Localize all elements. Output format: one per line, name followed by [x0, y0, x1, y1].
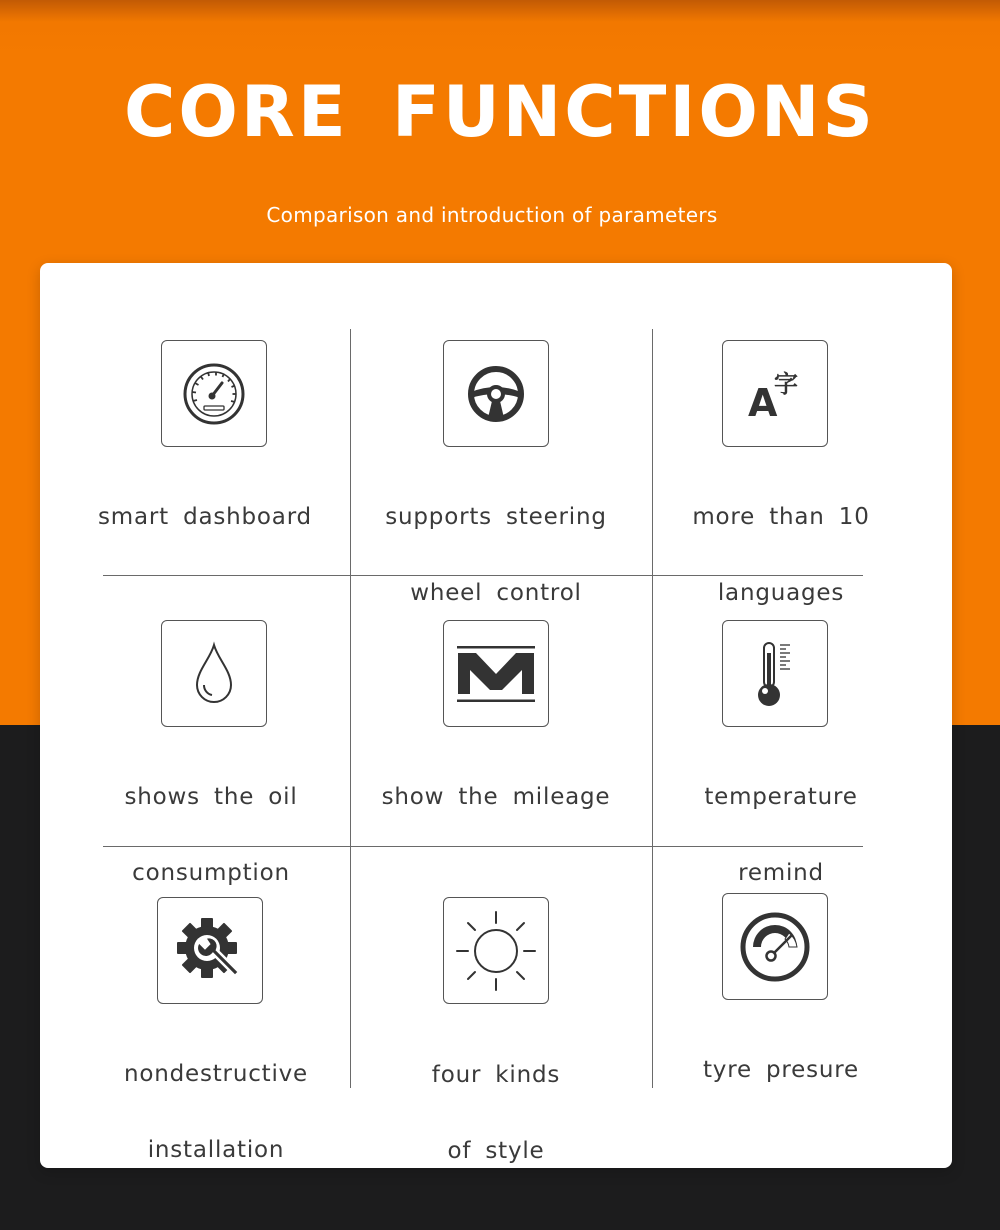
grid-divider [350, 329, 351, 1088]
language-icon [740, 364, 810, 424]
oil-drop-icon [192, 641, 236, 707]
pressure-gauge-icon [737, 909, 813, 985]
feature-label: nondestructive installation [123, 1061, 309, 1163]
sun-icon [454, 909, 538, 993]
icon-tile [443, 340, 549, 447]
gear-wrench-icon [175, 916, 245, 986]
feature-label: tyre presure [702, 1057, 859, 1083]
feature-label: more than 10 languages [692, 504, 870, 606]
feature-label: shows the oil consumption [124, 784, 298, 886]
icon-tile [722, 893, 828, 1000]
icon-tile [443, 897, 549, 1004]
feature-label: four kinds of style [431, 1062, 561, 1164]
thermometer-icon [750, 639, 800, 709]
icon-tile [161, 340, 267, 447]
icon-tile [157, 897, 263, 1004]
icon-tile [722, 620, 828, 727]
icon-tile [161, 620, 267, 727]
features-card [40, 263, 952, 1168]
feature-label: supports steering wheel control [385, 504, 607, 606]
grid-divider [652, 329, 653, 1088]
page-title: CORE FUNCTIONS [124, 71, 876, 153]
icon-tile [722, 340, 828, 447]
icon-tile [443, 620, 549, 727]
speedometer-icon [181, 361, 247, 427]
feature-label: smart dashboard [98, 504, 312, 530]
svg-text:字: 字 [774, 369, 798, 398]
mileage-icon [456, 644, 536, 704]
page-subtitle: Comparison and introduction of parameters [266, 203, 718, 227]
feature-label: temperature remind [704, 784, 858, 886]
steering-wheel-icon [466, 364, 526, 424]
svg-text:A: A [748, 380, 778, 424]
feature-label: show the mileage [381, 784, 611, 810]
